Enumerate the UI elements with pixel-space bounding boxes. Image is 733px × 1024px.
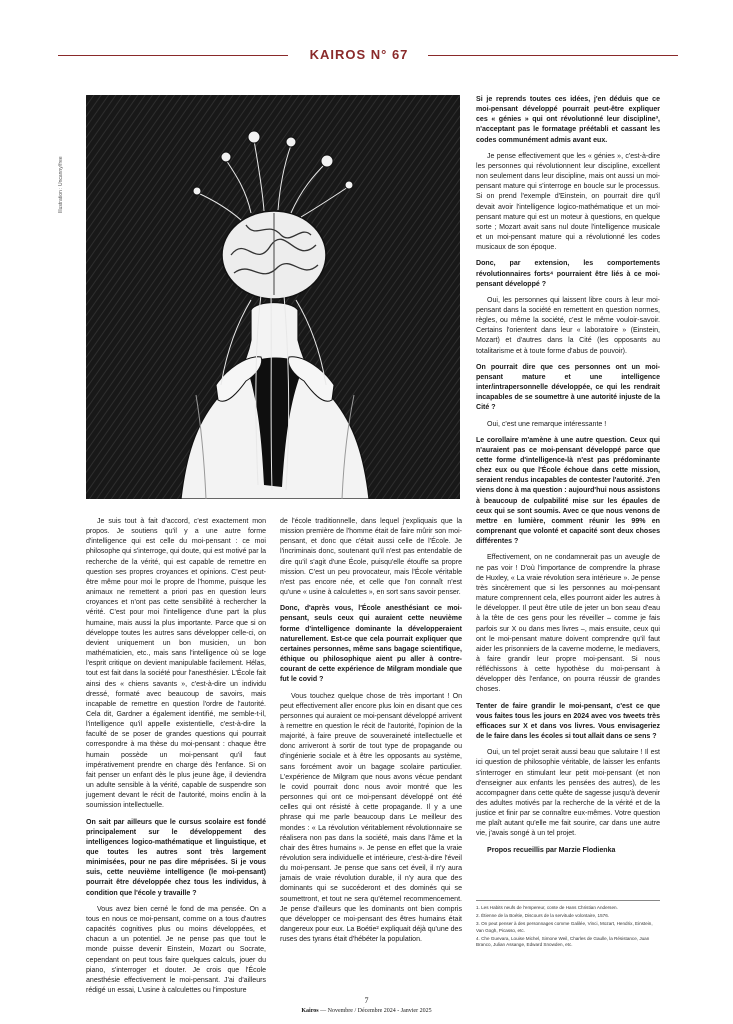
answer-paragraph: Oui, un tel projet serait aussi beau que salutaire ! Il est ici question de philosophie véritable, de laisser les enfants s'interroger en stimulant leur petit moi-pensant (et non d'enseigner aux enfants les pensées des autres), de les accompagner dans cette quête de sagesse jusqu'à devenir des adultes motivés par la recherche de la vérité et de la justice et finir par se connaître eux-mêmes. Votre question me plaît autant qu'elle me fait sourire, car dans une autre vie, j'avais songé à un tel projet.	[476, 749, 660, 838]
answer-paragraph: Je pense effectivement que les « génies », c'est-à-dire les personnes qui révolutionnent leur discipline, excellent non seulement dans leur discipline, mais ont aussi un moi-pensant mature qui s'interroge en boucle sur le processus. Si on prend l'exemple d'Einstein, on pourrait dire qu'il devait avoir l'intelligence logico-mathématique et un moi-pensant mature qui est un moteur à questions, en quelque sorte ; Mozart avait sans nul doute l'intelligence musicale et un moi-pensant mature qui a révolutionné les codes musicaux de son époque.	[476, 152, 660, 252]
illustration-brain-figure	[86, 95, 460, 499]
question-paragraph: On pourrait dire que ces personnes ont un moi-pensant mature et une intelligence inter/intrapersonnelle développée, ce qui les rendrait incapables de se soumettre à une autorité injuste de la Cité ?	[476, 363, 660, 412]
interview-credit: Propos recueillis par Marzie Flodienka	[487, 846, 616, 854]
header-rule-left	[58, 55, 288, 56]
answer-paragraph: Je suis tout à fait d'accord, c'est exactement mon propos. Je soutiens qu'il y a une autre forme d'intelligence qui est celle du moi-pensant : ce moi philosophe qui s'interroge, qui doute, qui est motivé par la recherche de la vérité, qui est capable de remettre en question ses propres croyances et opinions. C'est peut-être même pour moi le propre de l'homme, puisque les animaux ne remettent a priori pas en question leurs croyances et n'ont pas cette sensibilité à rechercher la vérité. C'est pour moi l'intelligence d'une part la plus humaine, mais aussi la plus importante. Parce que si on développe toutes les autres sans développer celle-ci, on devient uniquement un bon musicien, un bon mathématicien, etc., mais sans l'intelligence où se loge l'esprit critique on devient manipulable facilement. Hélas, tout est fait dans la société pour l'anesthésier. L'École fait ainsi des « chiens savants », c'est-à-dire un individu dressé, formaté avec beaucoup de savoirs, mais incapable de remettre en question l'ordre de l'autorité. Cela dit, Gardner a également identifié, me semble-t-il, l'intelligence qu'il appelle existentielle, c'est-à-dire la faculté de se poser de grandes questions qui pourrait correspondre à ma thèse du moi-pensant : chaque être humain possède un moi-pensant qu'il faut impérativement prendre en charge dès l'enfance. Si on fait penser un enfant dès le plus jeune âge, il deviendra un adulte sensible à la vérité, capable de suspendre son jugement devant le récit de l'autorité, moins enclin à la soumission intellectuelle.	[86, 518, 266, 810]
answer-paragraph: Vous avez bien cerné le fond de ma pensée. On a tous en nous ce moi-pensant, comme on a tous d'autres capacités cognitives plus ou moins développées, et chacun a un potentiel. Je ne pense pas que tout le monde puisse devenir Einstein, Mozart ou Socrate, cependant on peut tous faire quelques calculs, jouer du piano, s'interroger et douter. Je crois que l'École anesthésie effectivement le moi-pensant. J'ai d'ailleurs rédigé un essai, L'usine à calculettes ou l'imposture	[86, 905, 266, 995]
answer-paragraph: Oui, c'est une remarque intéressante !	[487, 420, 607, 428]
article-column-3	[476, 95, 660, 862]
question-paragraph: Tenter de faire grandir le moi-pensant, c'est ce que vous faites tous les jours en 2024 avec vos tweets très efficaces sur X et dans vos livres. Vous envisageriez de le faire dans les écoles si tout allait dans ce sens ?	[476, 702, 660, 741]
answer-paragraph: Effectivement, on ne condamnerait pas un aveugle de ne pas voir ! D'où l'importance de comprendre la phrase de Huxley, « La vraie révolution sera intérieure ». Je pense très sincèrement que si les personnes au moi-pensant mature comprennent cela, elles pourront aider les autres à le développer. Il peut être utile de jeter un bon seau d'eau à la tête de ces gens pour les réveiller – comme je fais parfois sur X ou dans mes livres –, mais ensuite, ceux qui ont le moi-pensant mature doivent comprendre qu'il faut aider les prisonniers de la caverne moderne, le mediavers, à faire grandir leur propre moi-pensant. Si nous réfléchissons à cette hypothèse du moi-pensant à développer dès l'enfance, on pourra réussir de grandes choses.	[476, 554, 660, 694]
magazine-issue-title: KAIROS N° 67	[309, 47, 409, 62]
footnote: 3. On peut penser à des personnages comme Galilée, Vinci, Mozart, Hendrix, Einstein, Van Gogh, Picasso, etc.	[476, 921, 653, 933]
illustration-svg	[86, 95, 460, 499]
footnote: 4. Che Guevara, Louise Michel, Simone Weil, Charles de Gaulle, la Résistance, Juan Branco, Julian Assange, Edward Snowden, etc.	[476, 935, 650, 948]
answer-paragraph: Vous touchez quelque chose de très important ! On peut effectivement aller encore plus loin en disant que ces personnes qui auraient ce moi-pensant développé arrivent à remettre en question le récit de l'autorité, l'opinion de la majorité, à faire preuve de souveraineté intellectuelle et donc arriveront à sortir de tout type de propagande ou d'ingénierie sociale et à être les opposants au système, sans forcément avoir un bagage scolaire particulier. L'expérience de Milgram que nous avons vécue pendant le covid pourrait donc nous avoir montré que les personnes qui ont ce moi-pensant développé ont été celles qui ont résisté à cette propagande. Il y a une phrase qui me parle beaucoup dans Le meilleur des mondes : « La révolution véritablement révolutionnaire se réalisera non pas dans la société, mais dans l'âme et la chair des êtres humains ». Je pense en effet que la vraie révolution sera individuelle et intérieure, c'est-à-dire l'éveil du moi-pensant. Je pense que sans cet éveil, il n'y aura jamais de vraie révolution durable, il n'y aura que des dominants qui se succéderont et des dominés qui se soumettront, et tout ne sera qu'éternel recommencement. Je pense d'ailleurs que les dominants ont bien compris que développer ce moi-pensant des êtres humains était dangereux pour eux. La Boétie² expliquait déjà qu'une des ruses des tyrans était d'hébéter la population.	[280, 692, 462, 944]
question-paragraph: Donc, d'après vous, l'École anesthésiant ce moi-pensant, seuls ceux qui auraient cette neuvième forme d'intelligence dominante la développeraient naturellement. Est-ce que cela pourrait expliquer que certaines personnes, même sans bagage scientifique, éthique ou philosophique aient pu aller à contre-courant de cette expérience de Milgram mondiale que fut le covid ?	[280, 605, 462, 684]
article-column-2	[280, 517, 462, 951]
footer-brand: Kairos	[301, 1008, 319, 1014]
footer-issue: — Novembre / Décembre 2024 - Janvier 2025	[320, 1008, 432, 1014]
page-number: 7	[364, 996, 369, 1005]
question-paragraph: Si je reprends toutes ces idées, j'en déduis que ce moi-pensant développé pourrait peut-être expliquer ces « génies » qui ont révolutionné leur discipline³, n'acceptant pas le formatage préétabli et cassant les codes communément admis avant eux.	[476, 96, 660, 144]
footnotes	[476, 900, 660, 950]
header-rule-right	[428, 55, 678, 56]
running-footer	[0, 1008, 733, 1014]
footnote: 1. Les Habits neufs de l'empereur, conte de Hans Christian Andersen.	[476, 905, 618, 910]
answer-paragraph: de l'école traditionnelle, dans lequel j'expliquais que la mission première de l'homme était de faire mûrir son moi-pensant, et donc que c'était aussi celle de l'École. Je l'incriminais donc, soutenant qu'il n'est pas entendable de dire qu'il s'agit d'une École, puisqu'elle étouffe sa propre mission. C'est un peu provocateur, mais l'École véritable n'est pas encore née, et celle que l'on connaît n'est qu'une « usine à calculettes », en sort sans savoir penser.	[280, 518, 462, 597]
article-column-1	[86, 517, 266, 1002]
question-paragraph: Donc, par extension, les comportements révolutionnaires forts⁴ pourraient être liés à ce moi-pensant développé ?	[476, 260, 660, 288]
answer-paragraph: Oui, les personnes qui laissent libre cours à leur moi-pensant dans la société en remettent en question normes, règles, ou même la société, c'est le même vouloir-savoir. Certains l'orientent dans leur « laboratoire » (Einstein, Mozart) et d'autres dans la Cité (les opposants au totalitarisme et à toute forme d'abus de pouvoir).	[476, 296, 660, 355]
illustration-credit: Illustration : Uncanny/free	[58, 156, 64, 213]
question-paragraph: On sait par ailleurs que le cursus scolaire est fondé principalement sur le développement des intelligences logico-mathématique et linguistique, et que toutes les autres sont très largement minimisées, pour ne pas dire méprisées. Si je vous suis, cette neuvième intelligence (le moi-pensant) pourrait être développée chez tous les individus, à condition que l'école y travaille ?	[86, 818, 266, 897]
footnote: 2. Étienne de la Boétie, Discours de la servitude volontaire, 1576.	[476, 913, 610, 919]
question-paragraph: Le corollaire m'amène à une autre question. Ceux qui n'auraient pas ce moi-pensant développé parce que cette forme d'intelligence-là n'est pas prédominante chez eux ou que l'École échoue dans cette mission, seraient rendus incapables de contester l'autorité. J'en viens donc à ma question : aujourd'hui nous assistons à beaucoup de culpabilité mise sur les épaules de ceux qui se sont soumis. Avec ce que nous venons de mettre en lumière, comment réunir les 99% en comprenant que volonté et capacité sont deux choses différentes ?	[476, 436, 660, 546]
